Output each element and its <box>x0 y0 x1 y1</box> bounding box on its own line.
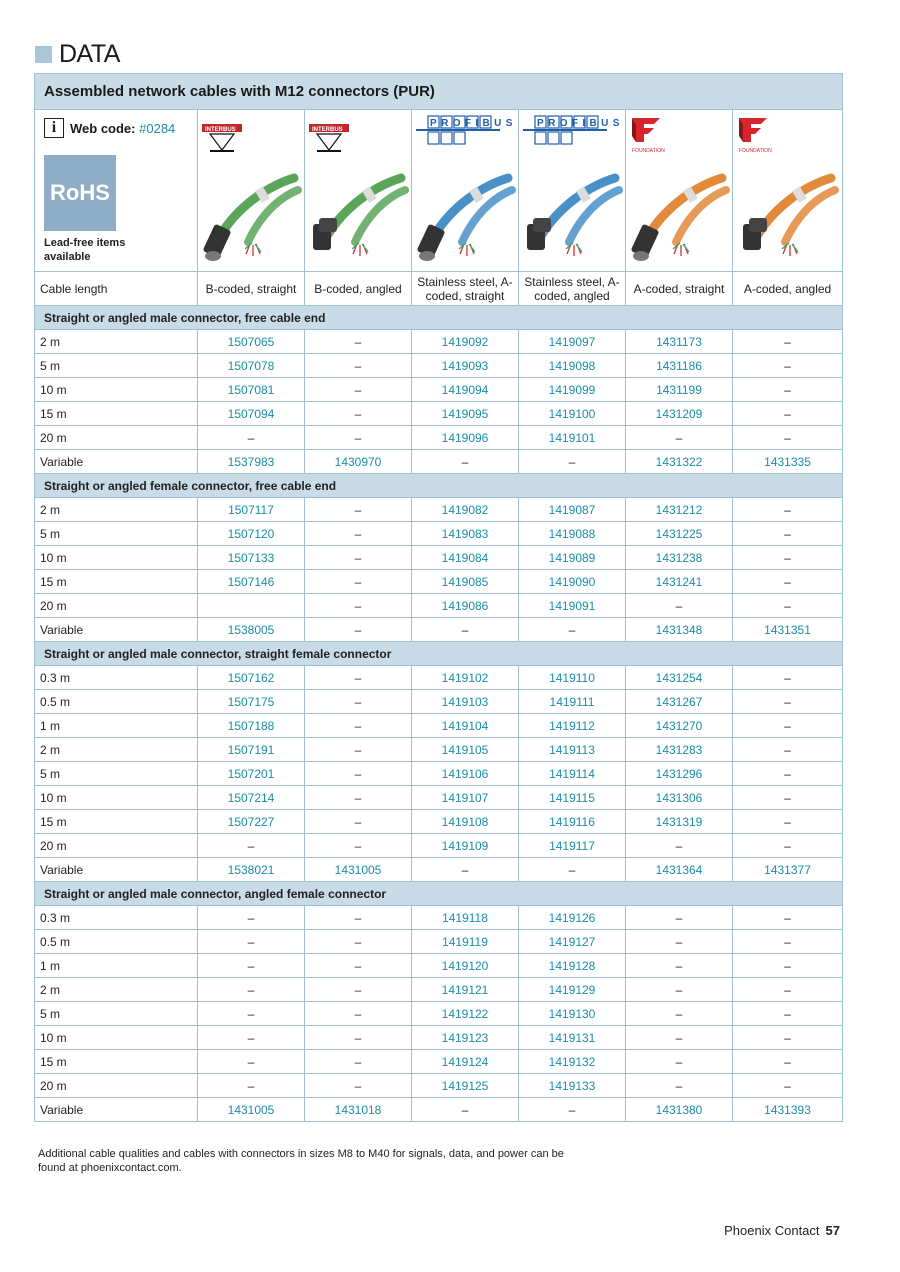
empty-cell: – <box>733 954 843 978</box>
table-row <box>35 858 843 882</box>
header-square-icon <box>35 46 52 63</box>
cable-length: 0.5 m <box>35 930 198 954</box>
empty-cell: – <box>733 402 843 426</box>
empty-cell: – <box>412 450 519 474</box>
empty-cell: – <box>626 954 733 978</box>
table-row <box>35 1074 843 1098</box>
table-row <box>35 906 843 930</box>
order-number-link[interactable]: 1419123 <box>412 1026 519 1050</box>
order-number-link[interactable]: 1431296 <box>626 762 733 786</box>
product-image-cell <box>198 110 305 272</box>
empty-cell: – <box>305 594 412 618</box>
order-number-link[interactable]: 1431335 <box>733 450 843 474</box>
empty-cell: – <box>733 810 843 834</box>
order-number-link[interactable]: 1507133 <box>198 546 305 570</box>
order-number-link[interactable]: 1431283 <box>626 738 733 762</box>
column-header: B-coded, angled <box>305 272 412 306</box>
empty-cell: – <box>733 330 843 354</box>
logo-text: INTERBUS <box>312 127 343 133</box>
product-image-cell <box>626 110 733 272</box>
order-number-link[interactable]: 1431173 <box>626 330 733 354</box>
section-header <box>35 306 843 330</box>
cable-image <box>198 166 304 269</box>
column-header: Stainless steel, A-coded, angled <box>519 272 626 306</box>
empty-cell: – <box>519 1098 626 1122</box>
empty-cell: – <box>305 1002 412 1026</box>
column-header: A-coded, angled <box>733 272 843 306</box>
table-row <box>35 1002 843 1026</box>
order-number-link[interactable]: 1507146 <box>198 570 305 594</box>
order-number-link[interactable]: 1507117 <box>198 498 305 522</box>
empty-cell: – <box>305 954 412 978</box>
table-row <box>35 594 843 618</box>
brand-logo-icon <box>523 114 624 158</box>
order-number-link[interactable]: 1419118 <box>412 906 519 930</box>
order-number-link[interactable]: 1431209 <box>626 402 733 426</box>
order-number-link[interactable]: 1419085 <box>412 570 519 594</box>
order-number-link[interactable]: 1507120 <box>198 522 305 546</box>
order-number-link[interactable]: 1507162 <box>198 666 305 690</box>
empty-cell: – <box>733 738 843 762</box>
table-row <box>35 714 843 738</box>
order-number-link[interactable]: 1419102 <box>412 666 519 690</box>
order-number-link[interactable]: 1419083 <box>412 522 519 546</box>
order-number-link[interactable]: 1431364 <box>626 858 733 882</box>
cable-length: 2 m <box>35 330 198 354</box>
table-row <box>35 810 843 834</box>
cable-length: 20 m <box>35 834 198 858</box>
order-number-link[interactable]: 1431319 <box>626 810 733 834</box>
section-title: Straight or angled male connector, angled female connector <box>35 882 843 906</box>
empty-cell: – <box>305 978 412 1002</box>
empty-cell: – <box>733 762 843 786</box>
order-number-link[interactable]: 1431005 <box>305 858 412 882</box>
order-number-link[interactable]: 1419101 <box>519 426 626 450</box>
empty-cell: – <box>198 426 305 450</box>
brand-logo-icon <box>630 114 720 158</box>
order-number-link[interactable]: 1431212 <box>626 498 733 522</box>
empty-cell: – <box>305 618 412 642</box>
order-number-link[interactable]: 1419133 <box>519 1074 626 1098</box>
cable-length: 5 m <box>35 1002 198 1026</box>
order-number-link[interactable]: 1419124 <box>412 1050 519 1074</box>
order-number-link[interactable]: 1419098 <box>519 354 626 378</box>
order-number-link[interactable]: 1419114 <box>519 762 626 786</box>
cable-length: 10 m <box>35 546 198 570</box>
order-number-link[interactable]: 1507188 <box>198 714 305 738</box>
cable-length: 20 m <box>35 1074 198 1098</box>
order-number-link[interactable]: 1419131 <box>519 1026 626 1050</box>
empty-cell: – <box>198 954 305 978</box>
web-code-link[interactable]: #0284 <box>139 120 176 136</box>
empty-cell: – <box>733 690 843 714</box>
cable-length: 1 m <box>35 954 198 978</box>
empty-cell: – <box>305 522 412 546</box>
empty-cell: – <box>733 834 843 858</box>
logo-text: FOUNDATION <box>632 148 665 154</box>
order-number-link[interactable]: 1538005 <box>198 618 305 642</box>
cable-length: 0.3 m <box>35 906 198 930</box>
cable-length: 5 m <box>35 354 198 378</box>
table-row <box>35 978 843 1002</box>
empty-cell: – <box>626 426 733 450</box>
empty-cell: – <box>198 1050 305 1074</box>
empty-cell: – <box>733 978 843 1002</box>
order-number-link[interactable]: 1507081 <box>198 378 305 402</box>
cable-length: 10 m <box>35 378 198 402</box>
product-image-cell <box>733 110 843 272</box>
empty-cell: – <box>305 1074 412 1098</box>
empty-cell: – <box>626 906 733 930</box>
order-number-link[interactable]: 1419111 <box>519 690 626 714</box>
order-number-link[interactable]: 1419096 <box>412 426 519 450</box>
table-row <box>35 762 843 786</box>
table-row <box>35 738 843 762</box>
table-row <box>35 666 843 690</box>
empty-cell: – <box>733 930 843 954</box>
logo-text: PROFIBUS <box>537 118 624 129</box>
order-number-link[interactable]: 1419091 <box>519 594 626 618</box>
product-image-cell <box>305 110 412 272</box>
table-row <box>35 570 843 594</box>
product-image-cell <box>519 110 626 272</box>
empty-cell: – <box>733 570 843 594</box>
cable-length: 15 m <box>35 1050 198 1074</box>
empty-cell: – <box>519 858 626 882</box>
cable-length: Variable <box>35 1098 198 1122</box>
section-header <box>35 882 843 906</box>
order-number-link[interactable]: 1431348 <box>626 618 733 642</box>
cable-length: 20 m <box>35 426 198 450</box>
cable-image <box>626 166 732 269</box>
empty-cell: – <box>305 426 412 450</box>
cable-length: 1 m <box>35 714 198 738</box>
cable-length: 10 m <box>35 1026 198 1050</box>
web-code-label: Web code: <box>70 120 136 136</box>
cable-length: 0.3 m <box>35 666 198 690</box>
order-number-link[interactable]: 1419112 <box>519 714 626 738</box>
column-header: Stainless steel, A-coded, straight <box>412 272 519 306</box>
table-row <box>35 690 843 714</box>
empty-cell: – <box>733 1074 843 1098</box>
empty-cell: – <box>305 906 412 930</box>
order-number-link[interactable]: 1419106 <box>412 762 519 786</box>
section-title: Straight or angled male connector, free cable end <box>35 306 843 330</box>
order-number-link[interactable]: 1419129 <box>519 978 626 1002</box>
empty-cell: – <box>305 666 412 690</box>
order-number-link[interactable]: 1419084 <box>412 546 519 570</box>
empty-cell: – <box>519 450 626 474</box>
empty-cell: – <box>305 498 412 522</box>
order-number-link[interactable]: 1431241 <box>626 570 733 594</box>
table-row <box>35 546 843 570</box>
empty-cell: – <box>305 402 412 426</box>
cable-length: 0.5 m <box>35 690 198 714</box>
table-row <box>35 1026 843 1050</box>
empty-cell: – <box>305 378 412 402</box>
lead-free-note: Lead-free items available <box>44 237 126 263</box>
empty-cell: – <box>198 906 305 930</box>
brand-logo-icon <box>737 114 827 158</box>
empty-cell: – <box>733 786 843 810</box>
table-row <box>35 834 843 858</box>
order-number-link[interactable]: 1419122 <box>412 1002 519 1026</box>
order-number-link[interactable]: 1419117 <box>519 834 626 858</box>
order-number-link[interactable]: 1419108 <box>412 810 519 834</box>
empty-cell: – <box>626 594 733 618</box>
empty-cell: – <box>305 690 412 714</box>
section-header <box>35 642 843 666</box>
empty-cell: – <box>198 1002 305 1026</box>
cable-length: Variable <box>35 450 198 474</box>
table-row <box>35 498 843 522</box>
empty-cell: – <box>198 834 305 858</box>
order-number-link[interactable]: 1431238 <box>626 546 733 570</box>
order-number-link[interactable]: 1419086 <box>412 594 519 618</box>
empty-cell: – <box>305 714 412 738</box>
empty-cell: – <box>305 330 412 354</box>
empty-cell: – <box>305 834 412 858</box>
order-number-link[interactable]: 1419127 <box>519 930 626 954</box>
cable-length: 2 m <box>35 978 198 1002</box>
table-row <box>35 1050 843 1074</box>
order-number-link[interactable]: 1419087 <box>519 498 626 522</box>
order-number-link[interactable]: 1507191 <box>198 738 305 762</box>
empty-cell: – <box>626 834 733 858</box>
section-title: Straight or angled male connector, straight female connector <box>35 642 843 666</box>
logo-text: INTERBUS <box>205 127 236 133</box>
empty-cell: – <box>412 1098 519 1122</box>
empty-cell: – <box>198 1074 305 1098</box>
order-number-link[interactable]: 1538021 <box>198 858 305 882</box>
order-number-link[interactable]: 1419125 <box>412 1074 519 1098</box>
cable-image <box>733 166 842 269</box>
empty-cell: – <box>733 906 843 930</box>
cable-image <box>412 166 518 269</box>
order-number-link[interactable]: 1431377 <box>733 858 843 882</box>
order-number-link[interactable]: 1507201 <box>198 762 305 786</box>
order-number-link[interactable]: 1419089 <box>519 546 626 570</box>
order-number-link[interactable]: 1419090 <box>519 570 626 594</box>
empty-cell: – <box>305 570 412 594</box>
order-number-link[interactable]: 1507175 <box>198 690 305 714</box>
page-footer <box>724 1223 840 1238</box>
section-title: Straight or angled female connector, free cable end <box>35 474 843 498</box>
order-number-link[interactable]: 1419082 <box>412 498 519 522</box>
order-number-link[interactable]: 1431322 <box>626 450 733 474</box>
empty-cell: – <box>305 1026 412 1050</box>
cable-image <box>305 166 411 269</box>
empty-cell <box>198 594 305 618</box>
empty-cell: – <box>733 522 843 546</box>
product-image-cell <box>412 110 519 272</box>
empty-cell: – <box>305 810 412 834</box>
order-number-link[interactable]: 1419126 <box>519 906 626 930</box>
empty-cell: – <box>305 1050 412 1074</box>
empty-cell: – <box>626 978 733 1002</box>
order-number-link[interactable]: 1431267 <box>626 690 733 714</box>
empty-cell: – <box>733 1050 843 1074</box>
empty-cell: – <box>198 978 305 1002</box>
empty-cell: – <box>733 1026 843 1050</box>
order-number-link[interactable]: 1419109 <box>412 834 519 858</box>
order-number-link[interactable]: 1431254 <box>626 666 733 690</box>
order-number-link[interactable]: 1507227 <box>198 810 305 834</box>
rohs-badge: RoHS <box>44 155 116 231</box>
cable-length: 5 m <box>35 762 198 786</box>
cable-image <box>519 166 625 269</box>
empty-cell: – <box>733 546 843 570</box>
empty-cell: – <box>626 930 733 954</box>
cable-length: 10 m <box>35 786 198 810</box>
page-title: DATA <box>59 39 120 68</box>
brand-logo-icon <box>202 114 292 158</box>
cable-length: Variable <box>35 858 198 882</box>
order-number-link[interactable]: 1507078 <box>198 354 305 378</box>
order-number-link[interactable]: 1431270 <box>626 714 733 738</box>
order-number-link[interactable]: 1419107 <box>412 786 519 810</box>
cable-length-header: Cable length <box>35 272 198 306</box>
empty-cell: – <box>412 858 519 882</box>
table-row <box>35 426 843 450</box>
order-number-link[interactable]: 1419099 <box>519 378 626 402</box>
empty-cell: – <box>626 1002 733 1026</box>
cable-table <box>34 73 843 1122</box>
page-number: 57 <box>825 1223 840 1238</box>
info-icon: i <box>44 118 64 138</box>
empty-cell: – <box>305 546 412 570</box>
order-number-link[interactable]: 1507214 <box>198 786 305 810</box>
table-row <box>35 954 843 978</box>
order-number-link[interactable]: 1431306 <box>626 786 733 810</box>
order-number-link[interactable]: 1419103 <box>412 690 519 714</box>
order-number-link[interactable]: 1419119 <box>412 930 519 954</box>
order-number-link[interactable]: 1431225 <box>626 522 733 546</box>
empty-cell: – <box>412 618 519 642</box>
table-row <box>35 618 843 642</box>
table-row <box>35 930 843 954</box>
order-number-link[interactable]: 1419092 <box>412 330 519 354</box>
order-number-link[interactable]: 1419130 <box>519 1002 626 1026</box>
info-cell <box>35 110 198 272</box>
empty-cell: – <box>733 378 843 402</box>
order-number-link[interactable]: 1419095 <box>412 402 519 426</box>
page-header <box>35 40 120 68</box>
order-number-link[interactable]: 1419097 <box>519 330 626 354</box>
order-number-link[interactable]: 1419116 <box>519 810 626 834</box>
cable-length: 15 m <box>35 570 198 594</box>
order-number-link[interactable]: 1419110 <box>519 666 626 690</box>
empty-cell: – <box>305 786 412 810</box>
order-number-link[interactable]: 1431199 <box>626 378 733 402</box>
cable-length: Variable <box>35 618 198 642</box>
empty-cell: – <box>733 714 843 738</box>
logo-text: PROFIBUS <box>430 118 517 129</box>
order-number-link[interactable]: 1431186 <box>626 354 733 378</box>
empty-cell: – <box>626 1074 733 1098</box>
empty-cell: – <box>626 1026 733 1050</box>
order-number-link[interactable]: 1430970 <box>305 450 412 474</box>
empty-cell: – <box>519 618 626 642</box>
table-row <box>35 330 843 354</box>
table-title: Assembled network cables with M12 connectors (PUR) <box>35 74 843 110</box>
company-name: Phoenix Contact <box>724 1223 820 1238</box>
logo-text: FOUNDATION <box>739 148 772 154</box>
order-number-link[interactable]: 1431380 <box>626 1098 733 1122</box>
order-number-link[interactable]: 1419088 <box>519 522 626 546</box>
empty-cell: – <box>733 666 843 690</box>
empty-cell: – <box>198 930 305 954</box>
order-number-link[interactable]: 1419115 <box>519 786 626 810</box>
order-number-link[interactable]: 1419100 <box>519 402 626 426</box>
table-row <box>35 786 843 810</box>
column-header: B-coded, straight <box>198 272 305 306</box>
empty-cell: – <box>626 1050 733 1074</box>
column-header: A-coded, straight <box>626 272 733 306</box>
table-row <box>35 354 843 378</box>
order-number-link[interactable]: 1419093 <box>412 354 519 378</box>
cable-length: 15 m <box>35 402 198 426</box>
empty-cell: – <box>733 1002 843 1026</box>
brand-logo-icon <box>416 114 517 158</box>
cable-length: 15 m <box>35 810 198 834</box>
order-number-link[interactable]: 1419094 <box>412 378 519 402</box>
table-row <box>35 378 843 402</box>
empty-cell: – <box>733 426 843 450</box>
order-number-link[interactable]: 1537983 <box>198 450 305 474</box>
table-row <box>35 450 843 474</box>
order-number-link[interactable]: 1431005 <box>198 1098 305 1122</box>
order-number-link[interactable]: 1431351 <box>733 618 843 642</box>
cable-length: 2 m <box>35 738 198 762</box>
order-number-link[interactable]: 1419105 <box>412 738 519 762</box>
empty-cell: – <box>305 762 412 786</box>
empty-cell: – <box>198 1026 305 1050</box>
cable-length: 5 m <box>35 522 198 546</box>
order-number-link[interactable]: 1419104 <box>412 714 519 738</box>
order-number-link[interactable]: 1419132 <box>519 1050 626 1074</box>
empty-cell: – <box>733 498 843 522</box>
cable-length: 20 m <box>35 594 198 618</box>
empty-cell: – <box>305 930 412 954</box>
table-row <box>35 1098 843 1122</box>
order-number-link[interactable]: 1431018 <box>305 1098 412 1122</box>
order-number-link[interactable]: 1431393 <box>733 1098 843 1122</box>
brand-logo-icon <box>309 114 399 158</box>
section-header <box>35 474 843 498</box>
table-row <box>35 402 843 426</box>
order-number-link[interactable]: 1507094 <box>198 402 305 426</box>
empty-cell: – <box>305 738 412 762</box>
empty-cell: – <box>733 354 843 378</box>
table-row <box>35 522 843 546</box>
order-number-link[interactable]: 1419113 <box>519 738 626 762</box>
footnote: Additional cable qualities and cables with connectors in sizes M8 to M40 for signals, data, and power can be found at phoenixcontact.com. <box>38 1148 564 1174</box>
order-number-link[interactable]: 1507065 <box>198 330 305 354</box>
cable-length: 2 m <box>35 498 198 522</box>
empty-cell: – <box>733 594 843 618</box>
order-number-link[interactable]: 1419120 <box>412 954 519 978</box>
order-number-link[interactable]: 1419121 <box>412 978 519 1002</box>
empty-cell: – <box>305 354 412 378</box>
order-number-link[interactable]: 1419128 <box>519 954 626 978</box>
